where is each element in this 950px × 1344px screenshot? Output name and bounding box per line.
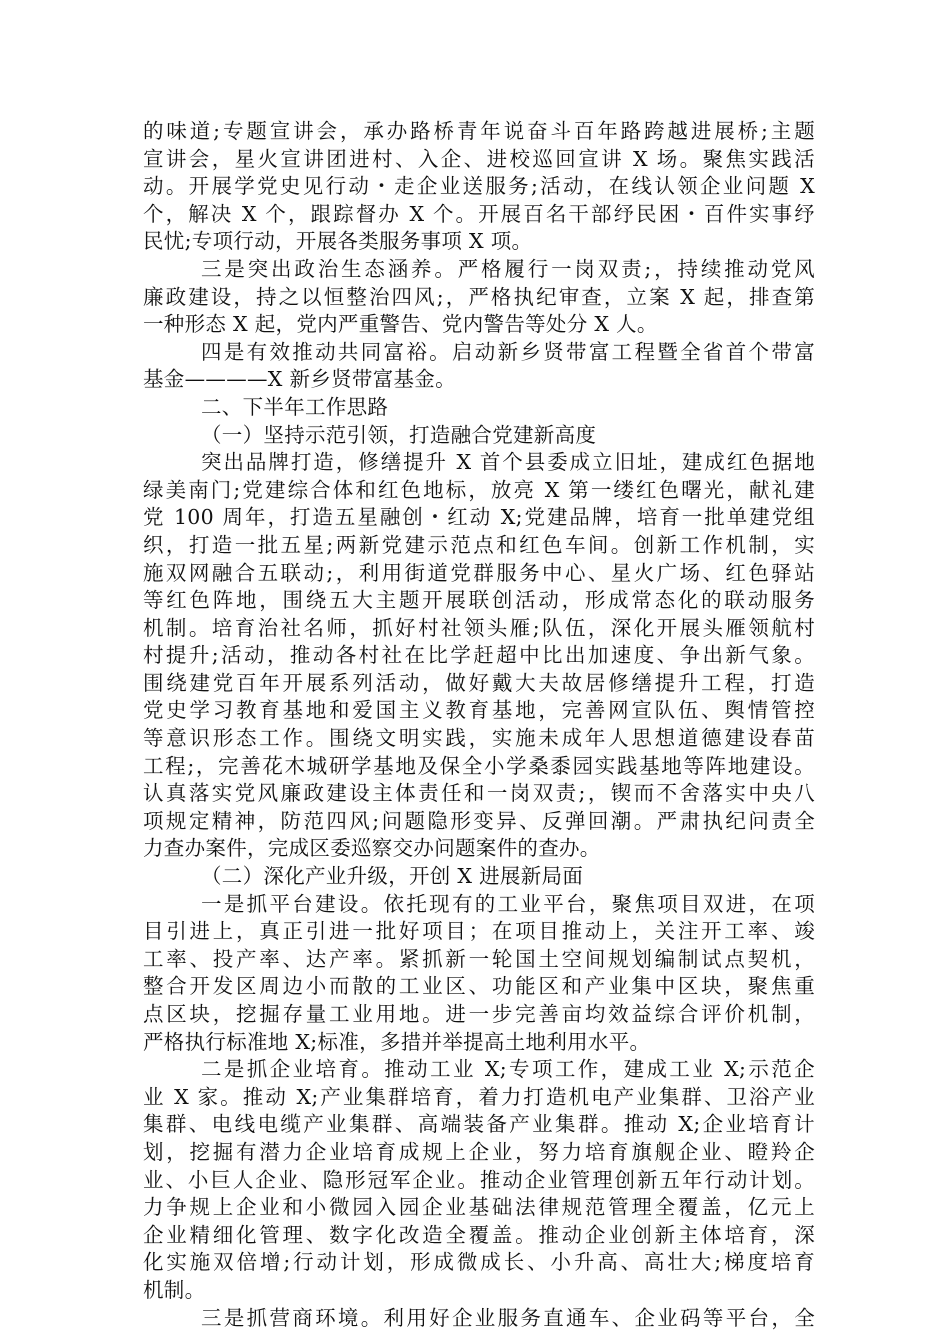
text-line: 力争规上企业和小微园入园企业基础法律规范管理全覆盖，亿元上 (143, 1195, 815, 1220)
text-line: 机制。 (143, 1277, 206, 1302)
text-line: 三是突出政治生态涵养。严格履行一岗双责;，持续推动党风 (201, 256, 815, 281)
text-line: （一）坚持示范引领，打造融合党建新高度 (201, 422, 597, 447)
text-line: 目引进上，真正引进一批好项目；在项目推动上，关注开工率、竣 (143, 919, 815, 944)
text-line: 个，解决 X 个，跟踪督办 X 个。开展百名干部纾民困・百件实事纾 (143, 201, 815, 226)
text-line: （二）深化产业升级，开创 X 进展新局面 (201, 864, 584, 889)
text-line: 工率、投产率、达产率。紧抓新一轮国土空间规划编制试点契机， (143, 946, 815, 971)
text-line: 动。开展学党史见行动・走企业送服务;活动，在线认领企业问题 X (143, 174, 815, 199)
text-line: 突出品牌打造，修缮提升 X 首个县委成立旧址，建成红色据地 (201, 450, 815, 475)
text-line: 四是有效推动共同富裕。启动新乡贤带富工程暨全省首个带富 (201, 339, 815, 364)
text-line: 二是抓企业培育。推动工业 X;专项工作，建成工业 X;示范企 (201, 1057, 815, 1082)
text-line: 一是抓平台建设。依托现有的工业平台，聚焦项目双进，在项 (201, 891, 815, 916)
text-line: 划，挖掘有潜力企业培育成规上企业，努力培育旗舰企业、瞪羚企 (143, 1139, 815, 1164)
text-line: 廉政建设，持之以恒整治四风;，严格执纪审查，立案 X 起，排查第 (143, 284, 815, 309)
text-line: 整合开发区周边小而散的工业区、功能区和产业集中区块，聚焦重 (143, 974, 815, 999)
text-line: 严格执行标准地 X;标准，多措并举提高土地利用水平。 (143, 1029, 651, 1054)
text-line: 宣讲会，星火宣讲团进村、入企、进校巡回宣讲 X 场。聚焦实践活 (143, 146, 815, 171)
text-line: 民忧;专项行动，开展各类服务事项 X 项。 (143, 229, 533, 254)
text-line: 项规定精神，防范四风;问题隐形变异、反弹回潮。严肃执纪问责全 (143, 808, 815, 833)
text-line: 机制。培育治社名师，抓好村社领头雁;队伍，深化开展头雁领航村 (143, 615, 815, 640)
text-line: 企业精细化管理、数字化改造全覆盖。推动企业创新主体培育，深 (143, 1222, 815, 1247)
text-line: 业、小巨人企业、隐形冠军企业。推动企业管理创新五年行动计划。 (143, 1167, 815, 1192)
text-line: 认真落实党风廉政建设主体责任和一岗双责;，锲而不舍落实中央八 (143, 781, 815, 806)
text-line: 等红色阵地，围绕五大主题开展联创活动，形成常态化的联动服务 (143, 588, 815, 613)
text-line: 一种形态 X 起，党内严重警告、党内警告等处分 X 人。 (143, 312, 658, 337)
text-line: 围绕建党百年开展系列活动，做好戴大夫故居修缮提升工程，打造 (143, 670, 815, 695)
text-line: 业 X 家。推动 X;产业集群培育，着力打造机电产业集群、卫浴产业 (143, 1084, 815, 1109)
text-line: 基金————X 新乡贤带富基金。 (143, 367, 456, 392)
text-line: 党 100 周年，打造五星融创・红动 X;党建品牌，培育一批单建党组 (143, 505, 815, 530)
text-line: 集群、电线电缆产业集群、高端装备产业集群。推动 X;企业培育计 (143, 1112, 815, 1137)
text-line: 三是抓营商环境。利用好企业服务直通车、企业码等平台，全 (201, 1305, 815, 1330)
text-line: 绿美南门;党建综合体和红色地标，放亮 X 第一缕红色曙光，献礼建 (143, 477, 815, 502)
text-line: 的味道;专题宣讲会，承办路桥青年说奋斗百年路跨越进展桥;主题 (143, 119, 815, 143)
text-line: 施双网融合五联动;，利用街道党群服务中心、星火广场、红色驿站 (143, 560, 815, 585)
text-line: 二、下半年工作思路 (201, 394, 389, 419)
document-body (143, 118, 815, 1332)
text-line: 等意识形态工作。围绕文明实践，实施未成年人思想道德建设春苗 (143, 726, 815, 751)
text-line: 党史学习教育基地和爱国主义教育基地，完善网宣队伍、舆情管控 (143, 698, 815, 723)
text-line: 织，打造一批五星;两新党建示范点和红色车间。创新工作机制，实 (143, 532, 815, 557)
text-line: 化实施双倍增;行动计划，形成微成长、小升高、高壮大;梯度培育 (143, 1250, 815, 1275)
text-line: 村提升;活动，推动各村社在比学赶超中比出加速度、争出新气象。 (143, 643, 815, 668)
text-line: 工程;，完善花木城研学基地及保全小学桑黍园实践基地等阵地建设。 (143, 753, 815, 778)
text-line: 点区块，挖掘存量工业用地。进一步完善亩均效益综合评价机制， (143, 1002, 815, 1026)
text-line: 力查办案件，完成区委巡察交办问题案件的查办。 (143, 836, 601, 861)
